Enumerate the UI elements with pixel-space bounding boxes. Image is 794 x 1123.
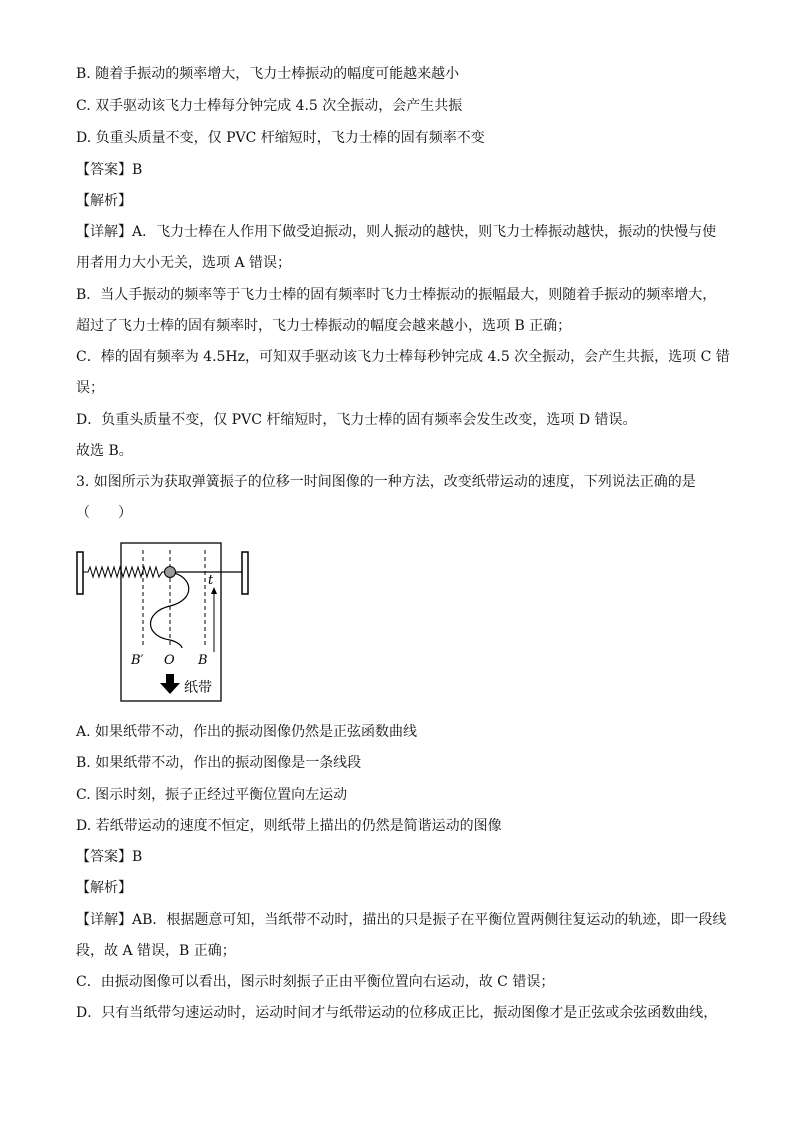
right-wall	[242, 552, 248, 594]
q2-option-c: C. 双手驱动该飞力士棒每分钟完成 4.5 次全振动，会产生共振	[76, 98, 463, 114]
time-arrowhead	[211, 587, 217, 594]
label-b: B	[198, 653, 208, 668]
q3-option-c: C. 图示时刻，振子正经过平衡位置向左运动	[76, 787, 348, 803]
q3-option-b: B. 如果纸带不动，作出的振动图像是一条线段	[76, 755, 362, 771]
tape-direction-arrow	[160, 674, 180, 694]
spring-oscillator-figure	[74, 540, 254, 702]
q2-detail-line-6: 误；	[76, 380, 104, 396]
q2-detail-line-3: B．当人手振动的频率等于飞力士棒的固有频率时飞力士棒振动的振幅最大，则随着手振动的频率增大，	[76, 287, 717, 303]
q3-stem: 3. 如图所示为获取弹簧振子的位移一时间图像的一种方法，改变纸带运动的速度，下列说法正确的是	[76, 474, 696, 490]
label-t: t	[208, 573, 214, 588]
q2-detail-line-7: D．负重头质量不变，仅 PVC 杆缩短时，飞力士棒的固有频率会发生改变，选项 D 错误。	[76, 412, 637, 428]
oscillator-ball	[165, 567, 176, 578]
q3-answer: 【答案】B	[76, 849, 143, 865]
q2-detail-line-5: C．棒的固有频率为 4.5Hz，可知双手驱动该飞力士棒每秒钟完成 4.5 次全振动，会产生共振，选项 C 错	[76, 349, 730, 365]
q3-blank: （ ）	[76, 505, 132, 521]
label-tape: 纸带	[184, 680, 212, 696]
q3-option-a: A. 如果纸带不动，作出的振动图像仍然是正弦函数曲线	[76, 724, 418, 740]
q2-answer: 【答案】B	[76, 162, 143, 178]
label-o: O	[164, 653, 175, 668]
q3-analysis-label: 【解析】	[76, 880, 132, 896]
q3-detail-line-3: C．由振动图像可以看出，图示时刻振子正由平衡位置向右运动，故 C 错误；	[76, 974, 555, 990]
q2-detail-line-1: 【详解】A．飞力士棒在人作用下做受迫振动，则人振动的越快，则飞力士棒振动越快，振动的快慢与使	[76, 224, 717, 240]
q2-option-d: D. 负重头质量不变，仅 PVC 杆缩短时，飞力士棒的固有频率不变	[76, 130, 485, 146]
left-wall	[77, 552, 83, 594]
spring	[83, 567, 167, 577]
q2-analysis-label: 【解析】	[76, 193, 132, 209]
q3-option-d: D. 若纸带运动的速度不恒定，则纸带上描出的仍然是简谐运动的图像	[76, 818, 502, 834]
q3-detail-line-4: D．只有当纸带匀速运动时，运动时间才与纸带运动的位移成正比，振动图像才是正弦或余弦函数曲线，	[76, 1005, 718, 1021]
label-b-prime: B′	[131, 653, 144, 668]
q2-option-b: B. 随着手振动的频率增大，飞力士棒振动的幅度可能越来越小	[76, 66, 460, 82]
q2-detail-line-8: 故选 B。	[76, 443, 133, 459]
q2-detail-line-2: 用者用力大小无关，选项 A 错误；	[76, 255, 292, 271]
q3-detail-line-2: 段，故 A 错误，B 正确；	[76, 943, 236, 959]
q2-detail-line-4: 超过了飞力士棒的固有频率时，飞力士棒振动的幅度会越来越小，选项 B 正确；	[76, 318, 572, 334]
q3-detail-line-1: 【详解】AB．根据题意可知，当纸带不动时，描出的只是振子在平衡位置两侧往复运动的轨迹，即一段线	[76, 912, 727, 928]
